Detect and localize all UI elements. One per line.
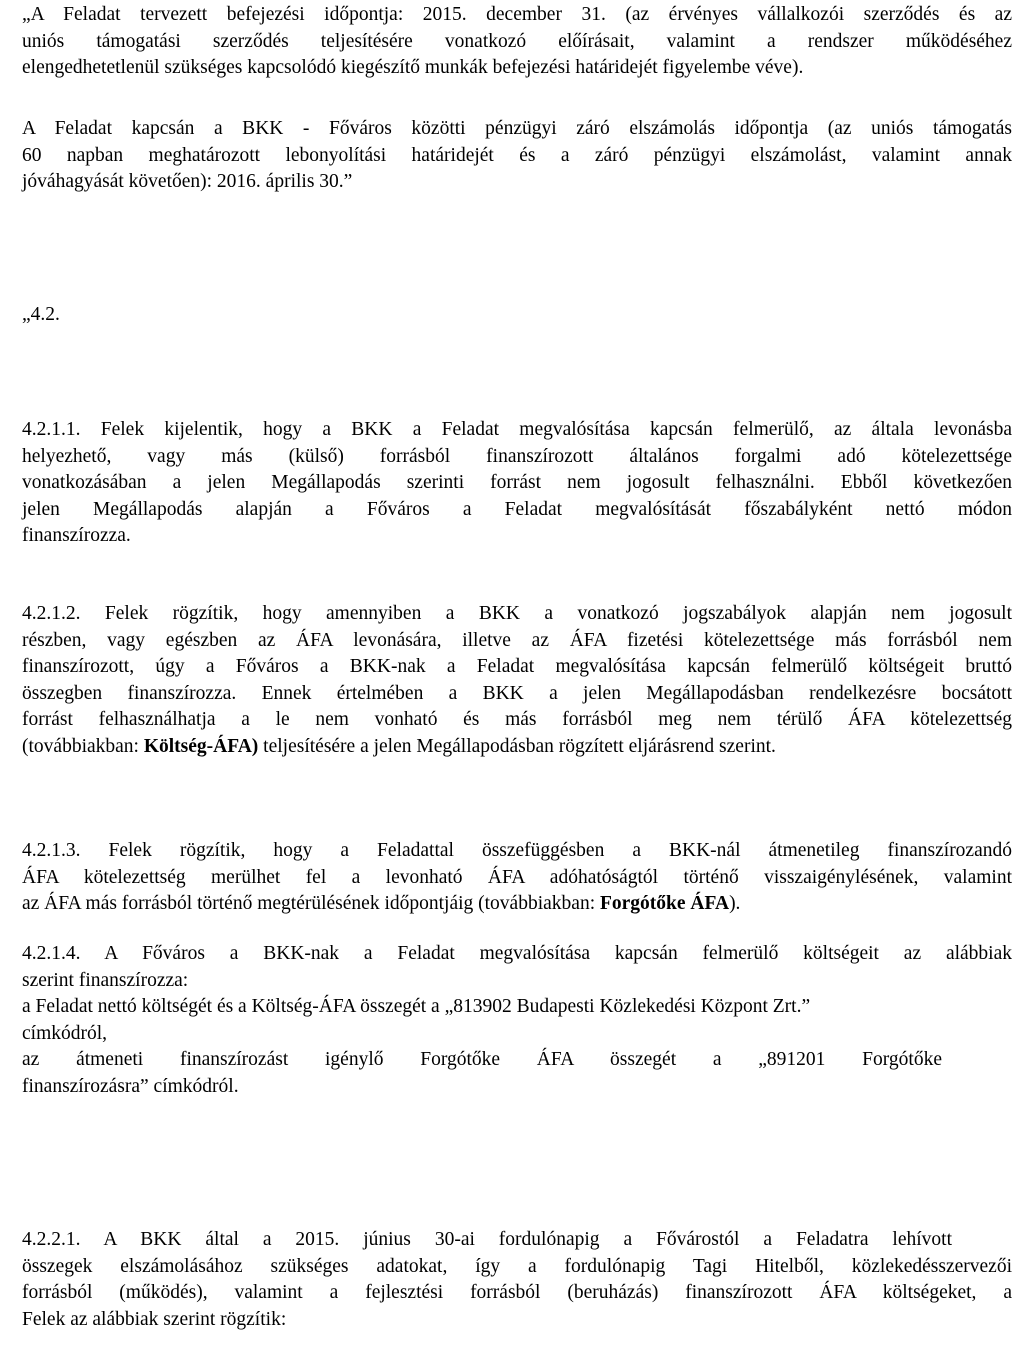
paragraph-4-2-1-2 [22, 601, 1012, 760]
text-line [22, 891, 1012, 918]
text-line: forrásból (működés), valamint a fejlesztési forrásból (beruházás) finanszírozott ÁFA költségeket, a [22, 1282, 1012, 1303]
text-line: finanszírozásra” címkódról. [22, 1075, 239, 1097]
text-line: 4.2.2.1. A BKK által a 2015. június 30-ai fordulónapig a Fővárostól a Feladatra lehívott [22, 1229, 952, 1250]
text-line: finanszírozza. [22, 525, 131, 546]
text-line: 4.2.1.4. A Főváros a BKK-nak a Feladat megvalósítása kapcsán felmerülő költségeit az alábbiak [22, 943, 1012, 964]
text-line: szerint finanszírozza: [22, 969, 189, 991]
text-line: összegben finanszírozza. Ennek értelmében a BKK a jelen Megállapodásban rendelkezésre bocsátott [22, 682, 1012, 704]
paragraph-4-2-1-3 [22, 838, 1012, 918]
text-fragment: az ÁFA más forrásból történő megtérülésének időpontjáig (továbbiakban: [22, 893, 600, 914]
text-line: összegek elszámolásához szükséges adatokat, így a fordulónapig Tagi Hitelből, közlekedésszervezői [22, 1255, 1012, 1277]
text-line: ÁFA kötelezettség merülhet fel a levonható ÁFA adóhatóságtól történő visszaigénylésének, valamint [22, 866, 1012, 888]
term-koltseg-afa: Költség-ÁFA) [143, 735, 259, 757]
text-line: részben, vagy egészben az ÁFA levonására, illetve az ÁFA fizetési kötelezettsége más forrásból nem [22, 629, 1012, 651]
term-forgotoke-afa: Forgótőke ÁFA [599, 893, 730, 914]
text-fragment: (továbbiakban: [22, 735, 144, 757]
text-line: vonatkozásában a jelen Megállapodás szerinti forrást nem jogosult felhasználni. Ebből következően [22, 472, 1012, 493]
text-line: finanszírozott, úgy a Főváros a BKK-nak a Feladat megvalósítása kapcsán felmerülő költségeit bruttó [22, 656, 1012, 677]
text-line: A Feladat kapcsán a BKK - Főváros közötti pénzügyi záró elszámolás időpontja (az uniós támogatás [22, 118, 1012, 139]
text-line: 4.2.1.2. Felek rögzítik, hogy amennyiben a BKK a vonatkozó jogszabályok alapján nem jogosult [22, 603, 1012, 624]
section-number: „4.2. [22, 304, 60, 325]
text-line: jóváhagyását követően): 2016. április 30.” [22, 171, 353, 192]
text-line: az átmeneti finanszírozást igénylő Forgótőke ÁFA összegét a „891201 Forgótőke [22, 1049, 942, 1070]
text-line: 60 napban meghatározott lebonyolítási határidejét és a záró pénzügyi elszámolást, valamint annak [22, 144, 1012, 166]
text-line: „A Feladat tervezett befejezési időpontja: 2015. december 31. (az érvényes vállalkozói szerződés és az [22, 4, 1012, 25]
paragraph-4-2-1-4 [22, 941, 1012, 1100]
paragraph-4-2-2-1 [22, 1227, 1012, 1333]
text-line: 4.2.1.3. Felek rögzítik, hogy a Feladattal összefüggésben a BKK-nál átmenetileg finanszírozandó [22, 840, 1012, 861]
text-line: címkódról, [22, 1022, 108, 1044]
text-line: a Feladat nettó költségét és a Költség-ÁFA összegét a „813902 Budapesti Közlekedési Központ Zrt.” [22, 996, 811, 1017]
section-heading [22, 302, 1012, 329]
paragraph-completion-date [22, 2, 1012, 82]
text-fragment: ). [729, 893, 741, 914]
text-line: elengedhetetlenül szükséges kapcsolódó kiegészítő munkák befejezési határidejét figyelembe véve). [22, 57, 804, 78]
text-line: jelen Megállapodás alapján a Főváros a Feladat megvalósítását főszabályként nettó módon [22, 498, 1012, 520]
text-line: helyezhető, vagy más (külső) forrásból finanszírozott általános forgalmi adó kötelezettsége [22, 445, 1012, 467]
text-fragment: teljesítésére a jelen Megállapodásban rögzített eljárásrend szerint. [258, 735, 776, 757]
text-line: uniós támogatási szerződés teljesítésére vonatkozó előírásait, valamint a rendszer működéséhez [22, 30, 1012, 52]
text-line: Felek az alábbiak szerint rögzítik: [22, 1308, 287, 1330]
text-line: forrást felhasználhatja a le nem vonható és más forrásból meg nem térülő ÁFA kötelezettség [22, 709, 1012, 730]
paragraph-4-2-1-1 [22, 417, 1012, 550]
paragraph-settlement-date [22, 116, 1012, 196]
text-line [22, 734, 1012, 761]
text-line: 4.2.1.1. Felek kijelentik, hogy a BKK a Feladat megvalósítása kapcsán felmerülő, az általa levonásba [22, 419, 1012, 440]
